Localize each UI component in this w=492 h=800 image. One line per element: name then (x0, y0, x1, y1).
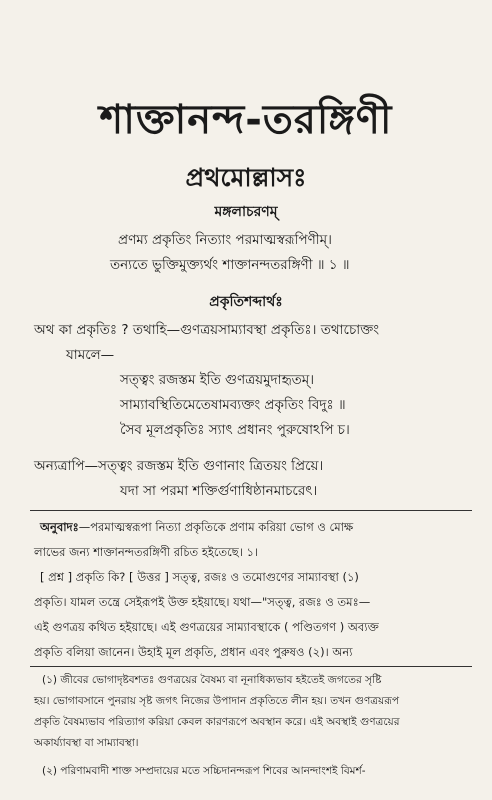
translation-line: প্রকৃতি। যামল তন্ত্রে সেইরূপই উক্ত হইয়াছে। যথা—"সত্ত্ব, রজঃ ও তমঃ— (34, 595, 371, 609)
translation-line: লাভের জন্য শাক্তানন্দতরঙ্গিণী রচিত হইতেছে। ১। (34, 545, 259, 559)
verse-line: সত্ত্বং রজস্তম ইতি গুণত্রয়মুদাহৃতম্। (120, 372, 315, 388)
footnote-line: (১) জীবের ভোগাদৃষ্টবশতঃ গুণত্রয়ের বৈষম্য বা নূনাধিক্যভাব হইতেই জগতের সৃষ্টি (42, 674, 382, 686)
translation-line: এই গুণত্রয় কথিত হইয়াছে। এই গুণত্রয়ের সাম্যাবস্থাকে ( পণ্ডিতগণ ) অব্যক্ত (34, 620, 379, 634)
section-heading-mangalacharan: মঙ্গলাচরণম্ (214, 204, 278, 220)
footnote-divider (30, 666, 472, 667)
footnote-line: অকার্য্যাবস্থা বা সাম্যাবস্থা। (34, 737, 139, 749)
translation-text: —পরমাত্মস্বরূপা নিত্যা প্রকৃতিকে প্রণাম করিয়া ভোগ ও মোক্ষ (78, 520, 354, 534)
chapter-title: প্রথমোল্লাসঃ (185, 163, 307, 192)
translation-label: অনুবাদঃ (40, 520, 79, 534)
text-line: অথ কা প্রকৃতিঃ ? তথাহি—গুণত্রয়সাম্যাবস্থা প্রকৃতিঃ। তথাচোক্তং (34, 322, 380, 338)
footnote-line: প্রকৃতি বৈষম্যভাব পরিত্যাগ করিয়া কেবল কারণরূপে অবস্থান করে। এই অবস্থাই গুণত্রয়ের (34, 716, 400, 728)
page-title: শাক্তানন্দ-তরঙ্গিণী (99, 97, 393, 143)
footnote-line: (২) পরিণামবাদী শাক্ত সম্প্রদায়ের মতে সচ্চিদানন্দরূপ শিবের আনন্দাংশই বিমর্শ- (42, 765, 366, 777)
verse-line: অন্যত্রাপি—সত্ত্বং রজস্তম ইতি গুণানাং ত্রিতয়ং প্রিয়ে। (34, 458, 324, 474)
section-heading-prakriti: প্রকৃতিশব্দার্থঃ (209, 294, 283, 310)
verse-line: প্রণম্য প্রকৃতিং নিত্যাং পরমাত্মস্বরূপিণীম্। (118, 232, 332, 248)
translation-line (40, 519, 353, 538)
divider (30, 510, 472, 511)
translation-line: প্রকৃতি বলিয়া জানেন। উহাই মূল প্রকৃতি, প্রধান এবং পুরুষও (২)। অন্য (34, 645, 353, 659)
footnote-line: হয়। ভোগাবসানে পুনরায় সৃষ্ট জগৎ নিজের উপাদান প্রকৃতিতে লীন হয়। তখন গুণত্রয়রূপ (34, 695, 399, 707)
verse-line: সাম্যাবস্থিতিমেতেষামব্যক্তং প্রকৃতিং বিদুঃ ॥ (120, 397, 346, 413)
text-line: যামলে— (66, 347, 115, 363)
verse-line: যদা সা পরমা শক্তির্গুণাধিষ্ঠানমাচরেৎ। (120, 483, 318, 499)
translation-line: [ প্রশ্ন ] প্রকৃতি কি? [ উত্তর ] সত্ত্ব, রজঃ ও তমোগুণের সাম্যাবস্থা (১) (40, 570, 359, 584)
verse-line: সৈব মূলপ্রকৃতিঃ স্যাৎ প্রধানং পুরুষোঽপি চ। (120, 422, 350, 438)
verse-line: তন্যতে ভুক্তিমুক্ত্যর্থং শাক্তানন্দতরঙ্গিণী ॥ ১ ॥ (110, 257, 350, 273)
